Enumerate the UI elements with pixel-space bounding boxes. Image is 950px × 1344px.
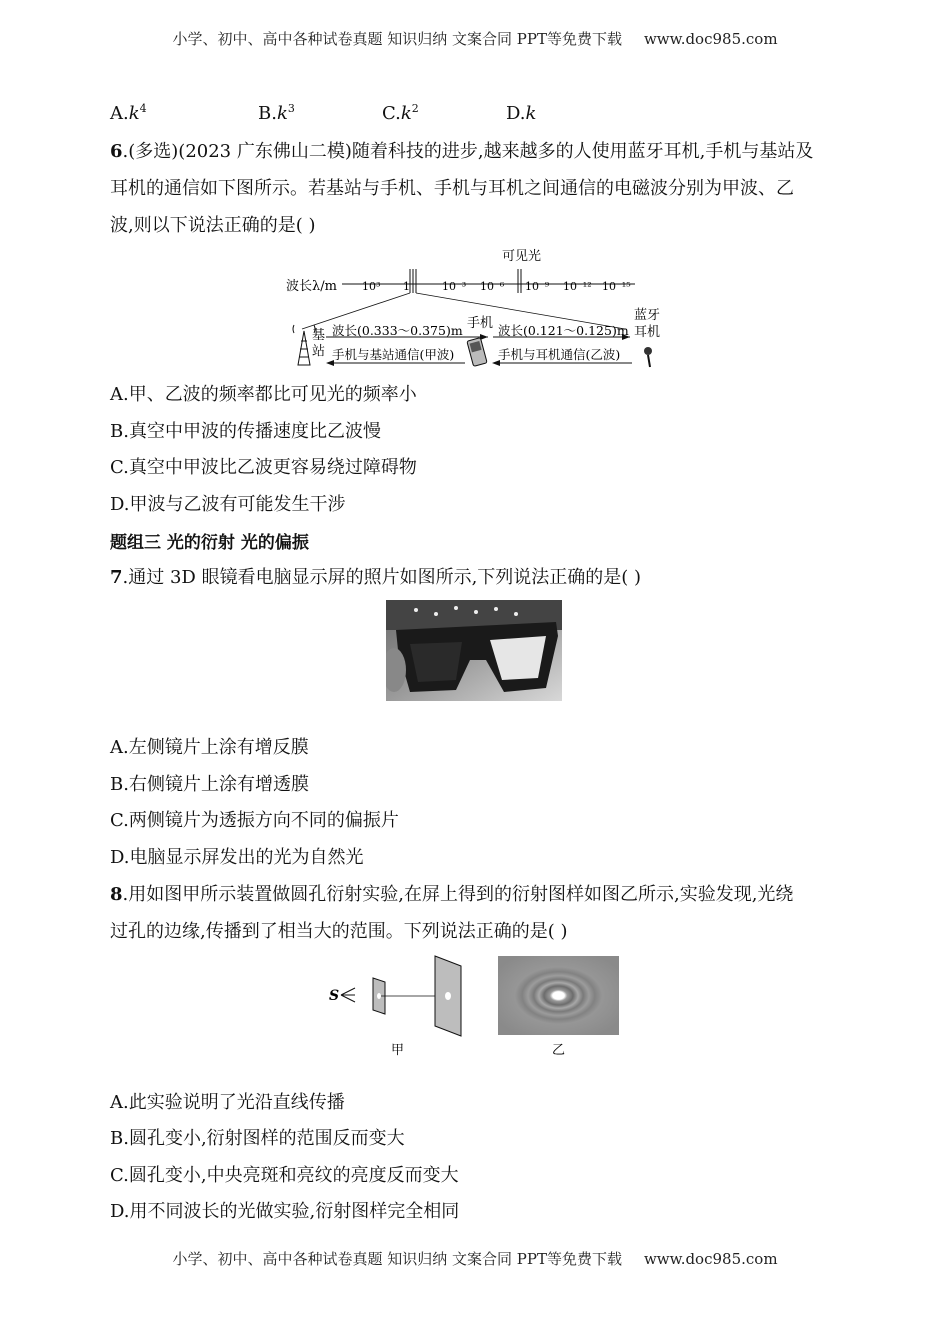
section-title: 题组三 光的衍射 光的偏振 xyxy=(110,533,309,553)
q8-option-a[interactable]: A.此实验说明了光沿直线传播 xyxy=(110,1092,345,1113)
q6-stem-line1: 6.(多选)(2023 广东佛山二模)随着科技的进步,越来越多的人使用蓝牙耳机,手机与基站及 xyxy=(110,141,814,162)
q6-option-b[interactable]: B.真空中甲波的传播速度比乙波慢 xyxy=(110,421,381,442)
tick-label: 10³ xyxy=(362,280,381,293)
q7-stem-line1: 7.通过 3D 眼镜看电脑显示屏的照片如图所示,下列说法正确的是( ) xyxy=(110,567,642,588)
q8-option-c[interactable]: C.圆孔变小,中央亮斑和亮纹的亮度反而变大 xyxy=(110,1165,459,1186)
q8-option-b[interactable]: B.圆孔变小,衍射图样的范围反而变大 xyxy=(110,1128,405,1149)
tick-label: 10⁻⁹ xyxy=(525,280,550,293)
page-header xyxy=(0,28,950,49)
q8-diffraction-figure xyxy=(325,952,625,1060)
tick-label: 10⁻³ xyxy=(442,280,467,293)
earphone-label-1: 蓝牙 xyxy=(634,308,661,323)
footer-text: 小学、初中、高中各种试卷真题 知识归纳 文案合同 PPT等免费下载 xyxy=(172,1250,622,1268)
tick-label: 10⁻¹⁵ xyxy=(602,280,631,293)
tick-label: 10⁻¹² xyxy=(563,280,592,293)
q5-option-a[interactable]: $A.k^4$ xyxy=(110,102,147,124)
figure-a-label: 甲 xyxy=(391,1043,405,1058)
source-label: S xyxy=(329,988,340,1004)
header-text: 小学、初中、高中各种试卷真题 知识归纳 文案合同 PPT等免费下载 xyxy=(172,30,622,48)
q6-option-d[interactable]: D.甲波与乙波有可能发生干涉 xyxy=(110,494,346,515)
q6-option-a[interactable]: A.甲、乙波的频率都比可见光的频率小 xyxy=(110,384,417,405)
wave-b-label: 波长(0.121～0.125)m xyxy=(498,323,629,338)
q7-option-d[interactable]: D.电脑显示屏发出的光为自然光 xyxy=(110,847,364,868)
comm-a-label: 手机与基站通信(甲波) xyxy=(332,347,455,362)
base-station-label-1: 基 xyxy=(312,328,326,343)
q6-spectrum-figure xyxy=(280,245,670,373)
footer-url[interactable]: www.doc985.com xyxy=(643,1250,778,1268)
q7-option-c[interactable]: C.两侧镜片为透振方向不同的偏振片 xyxy=(110,810,399,831)
phone-label: 手机 xyxy=(467,316,494,331)
diffraction-pattern-image xyxy=(498,956,619,1035)
figure-b-label: 乙 xyxy=(552,1043,566,1058)
q5-option-b[interactable]: $B.k^3$ xyxy=(258,102,295,124)
q6-stem-line3: 波,则以下说法正确的是( ) xyxy=(110,215,316,236)
light-source-icon xyxy=(341,988,355,1002)
page-footer xyxy=(0,1248,950,1269)
earphone-label-2: 耳机 xyxy=(634,325,661,340)
q7-3d-glasses-photo xyxy=(386,600,562,701)
phone-icon xyxy=(467,338,487,367)
q5-option-c[interactable]: $C.k^2$ xyxy=(382,102,419,124)
header-url[interactable]: www.doc985.com xyxy=(643,30,778,48)
wave-a-label: 波长(0.333～0.375)m xyxy=(332,323,463,338)
base-station-label-2: 站 xyxy=(312,344,326,359)
tick-label: 10⁻⁶ xyxy=(480,280,505,293)
q6-stem-line2: 耳机的通信如下图所示。若基站与手机、手机与耳机之间通信的电磁波分别为甲波、乙 xyxy=(110,178,794,199)
visible-light-label: 可见光 xyxy=(502,249,542,264)
tick-label: 1 xyxy=(403,280,410,293)
wavelength-axis-label: 波长λ/m xyxy=(286,279,337,294)
q7-option-a[interactable]: A.左侧镜片上涂有增反膜 xyxy=(110,737,309,758)
comm-b-label: 手机与耳机通信(乙波) xyxy=(498,347,621,362)
q8-stem-line2: 过孔的边缘,传播到了相当大的范围。下列说法正确的是( ) xyxy=(110,921,568,942)
q8-stem-line1: 8.用如图甲所示装置做圆孔衍射实验,在屏上得到的衍射图样如图乙所示,实验发现,光绕 xyxy=(110,884,794,905)
earphone-icon xyxy=(644,347,652,367)
q8-option-d[interactable]: D.用不同波长的光做实验,衍射图样完全相同 xyxy=(110,1201,460,1222)
q5-option-d[interactable]: D.k xyxy=(506,103,537,124)
q6-option-c[interactable]: C.真空中甲波比乙波更容易绕过障碍物 xyxy=(110,457,417,478)
q7-option-b[interactable]: B.右侧镜片上涂有增透膜 xyxy=(110,774,309,795)
